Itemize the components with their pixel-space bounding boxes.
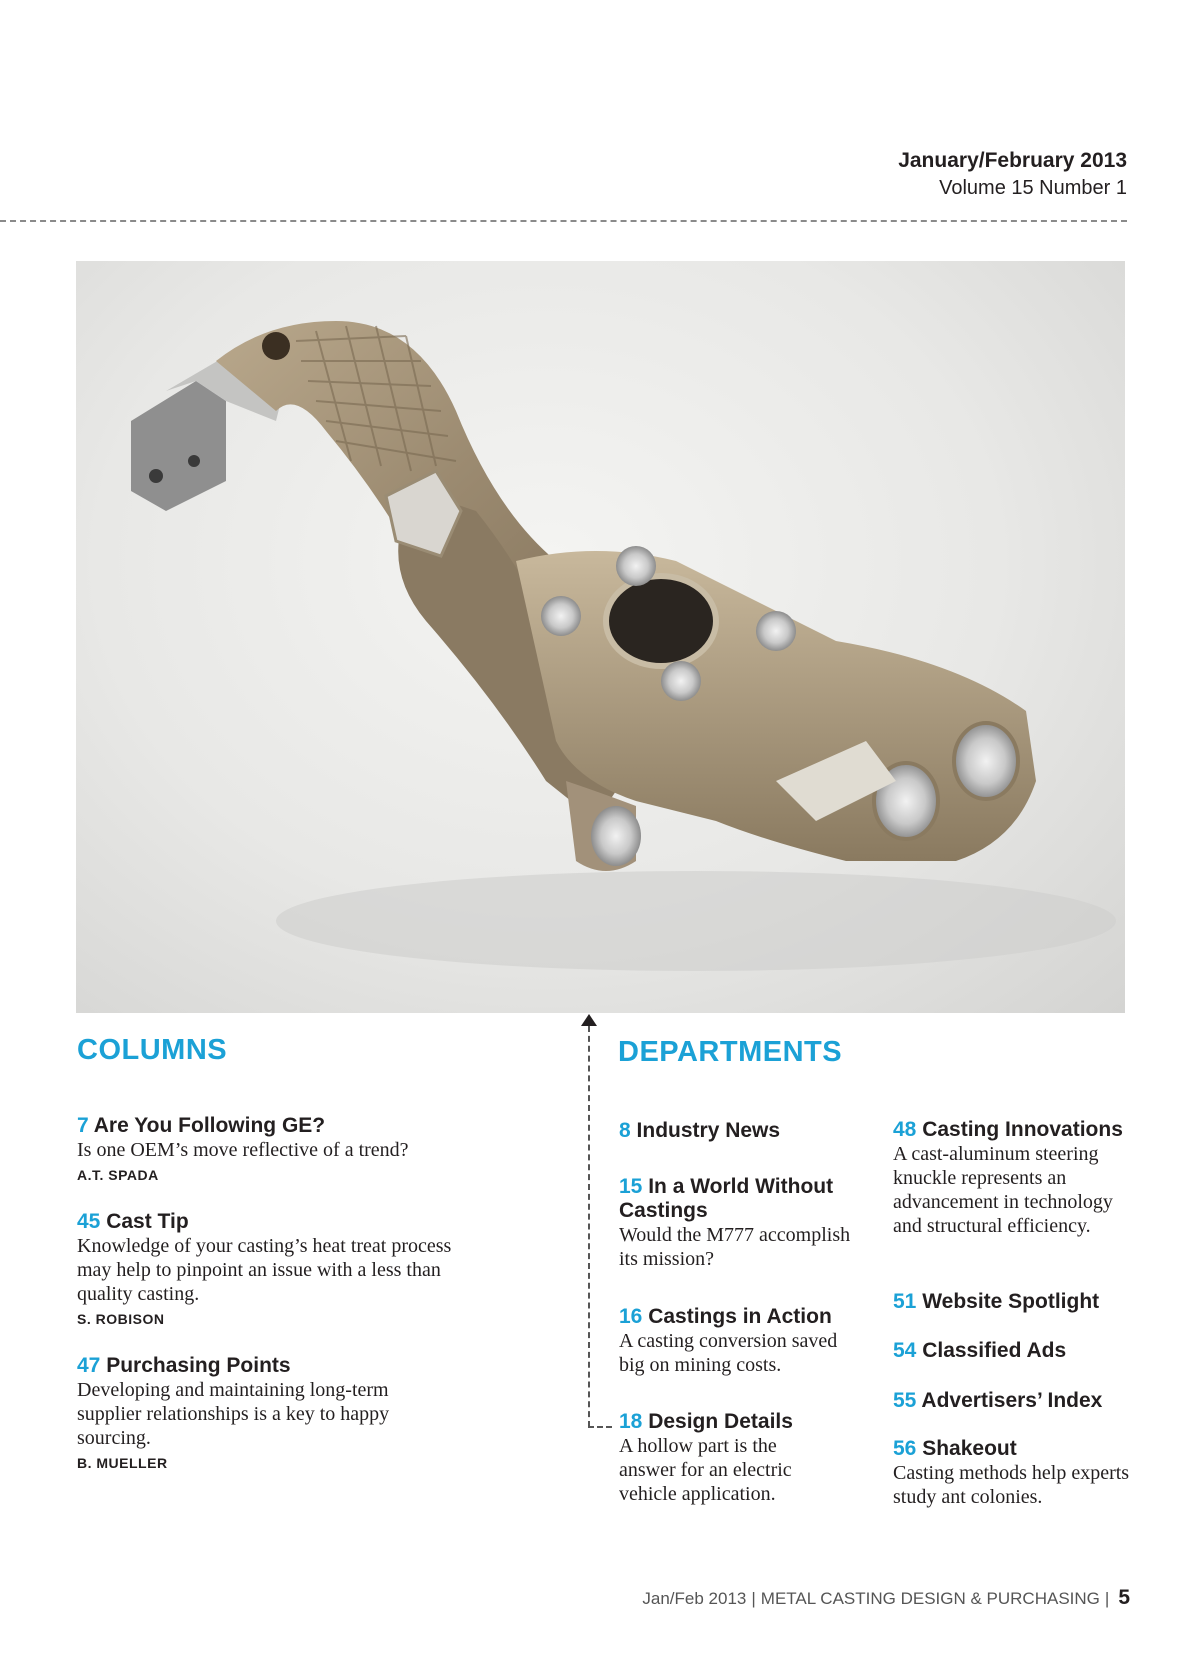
department-entry-castings-in-action[interactable] — [619, 1305, 859, 1377]
entry-title-text: Design Details — [648, 1410, 793, 1433]
header-divider — [0, 220, 1127, 222]
dotted-connector-horizontal — [588, 1426, 612, 1428]
entry-title-text: Casting Innovations — [922, 1118, 1123, 1141]
entry-title — [77, 1354, 422, 1378]
entry-title — [619, 1305, 859, 1329]
department-entry-casting-innovations[interactable] — [893, 1118, 1133, 1238]
entry-title — [619, 1410, 819, 1434]
entry-title-text: Purchasing Points — [106, 1354, 291, 1377]
dotted-connector-vertical — [588, 1026, 590, 1427]
entry-title-text: Are You Following GE? — [93, 1114, 326, 1137]
entry-description: Knowledge of your casting’s heat treat process may help to pinpoint an issue with a less than quality casting. — [77, 1235, 452, 1305]
departments-heading: DEPARTMENTS — [618, 1036, 843, 1068]
entry-title-text: Cast Tip — [106, 1210, 189, 1233]
column-entry-purchasing-points[interactable] — [77, 1354, 422, 1473]
entry-title-text: In a World Without Castings — [619, 1175, 834, 1222]
footer-magazine: METAL CASTING DESIGN & PURCHASING — [760, 1589, 1100, 1608]
entry-title-text: Castings in Action — [648, 1305, 832, 1328]
department-entry-design-details[interactable] — [619, 1410, 819, 1506]
column-entry-cast-tip[interactable] — [77, 1210, 472, 1329]
entry-title — [893, 1118, 1133, 1142]
department-entry-classified-ads[interactable] — [893, 1339, 1133, 1363]
entry-page-number: 18 — [619, 1410, 643, 1433]
department-entry-advertisers-index[interactable] — [893, 1389, 1133, 1413]
entry-description: A hollow part is the answer for an electric vehicle application. — [619, 1435, 792, 1505]
department-entry-industry-news[interactable] — [619, 1119, 869, 1143]
entry-title-text: Shakeout — [922, 1437, 1017, 1460]
entry-title-text: Website Spotlight — [922, 1290, 1100, 1313]
entry-title — [619, 1119, 869, 1143]
entry-title — [77, 1210, 472, 1234]
entry-title-text: Classified Ads — [922, 1339, 1067, 1362]
entry-page-number: 56 — [893, 1437, 917, 1460]
entry-author: S. ROBISON — [77, 1311, 165, 1327]
department-entry-website-spotlight[interactable] — [893, 1290, 1133, 1314]
entry-description: Developing and maintaining long-term supplier relationships is a key to happy sourcing. — [77, 1379, 390, 1449]
page-footer — [642, 1586, 1130, 1610]
footer-separator: | — [751, 1589, 756, 1608]
entry-title — [893, 1437, 1133, 1461]
entry-title-text: Industry News — [636, 1119, 781, 1142]
issue-volume: Volume 15 Number 1 — [939, 177, 1127, 199]
entry-page-number: 16 — [619, 1305, 643, 1328]
footer-issue: Jan/Feb 2013 — [642, 1589, 747, 1608]
entry-page-number: 15 — [619, 1175, 643, 1198]
entry-page-number: 45 — [77, 1210, 101, 1233]
issue-date: January/February 2013 — [898, 149, 1127, 172]
entry-title — [77, 1114, 497, 1138]
entry-description: A casting conversion saved big on mining costs. — [619, 1330, 838, 1376]
columns-heading: COLUMNS — [77, 1034, 228, 1066]
department-entry-shakeout[interactable] — [893, 1437, 1133, 1509]
entry-description: A cast-aluminum steering knuckle represents an advancement in technology and structural efficiency. — [893, 1143, 1113, 1237]
entry-description: Casting methods help experts study ant colonies. — [893, 1462, 1130, 1508]
column-entry-following-ge[interactable] — [77, 1114, 497, 1185]
entry-page-number: 51 — [893, 1290, 917, 1313]
entry-page-number: 7 — [77, 1114, 89, 1137]
entry-description: Would the M777 accomplish its mission? — [619, 1224, 851, 1270]
steering-knuckle-illustration — [76, 261, 1125, 1013]
entry-title — [893, 1339, 1133, 1363]
arrow-up-icon — [581, 1014, 597, 1026]
footer-separator: | — [1104, 1589, 1110, 1608]
entry-title — [619, 1175, 869, 1223]
page-number: 5 — [1118, 1586, 1130, 1609]
entry-author: A.T. SPADA — [77, 1167, 159, 1183]
entry-description: Is one OEM’s move reflective of a trend? — [77, 1139, 409, 1161]
entry-author: B. MUELLER — [77, 1455, 168, 1471]
cover-photo — [76, 261, 1125, 1013]
entry-title — [893, 1290, 1133, 1314]
entry-page-number: 54 — [893, 1339, 917, 1362]
entry-page-number: 55 — [893, 1389, 917, 1412]
entry-page-number: 48 — [893, 1118, 917, 1141]
issue-header — [898, 147, 1127, 201]
entry-title — [893, 1389, 1133, 1413]
entry-page-number: 47 — [77, 1354, 101, 1377]
entry-page-number: 8 — [619, 1119, 631, 1142]
department-entry-world-without-castings[interactable] — [619, 1175, 869, 1271]
entry-title-text: Advertisers’ Index — [921, 1389, 1103, 1412]
